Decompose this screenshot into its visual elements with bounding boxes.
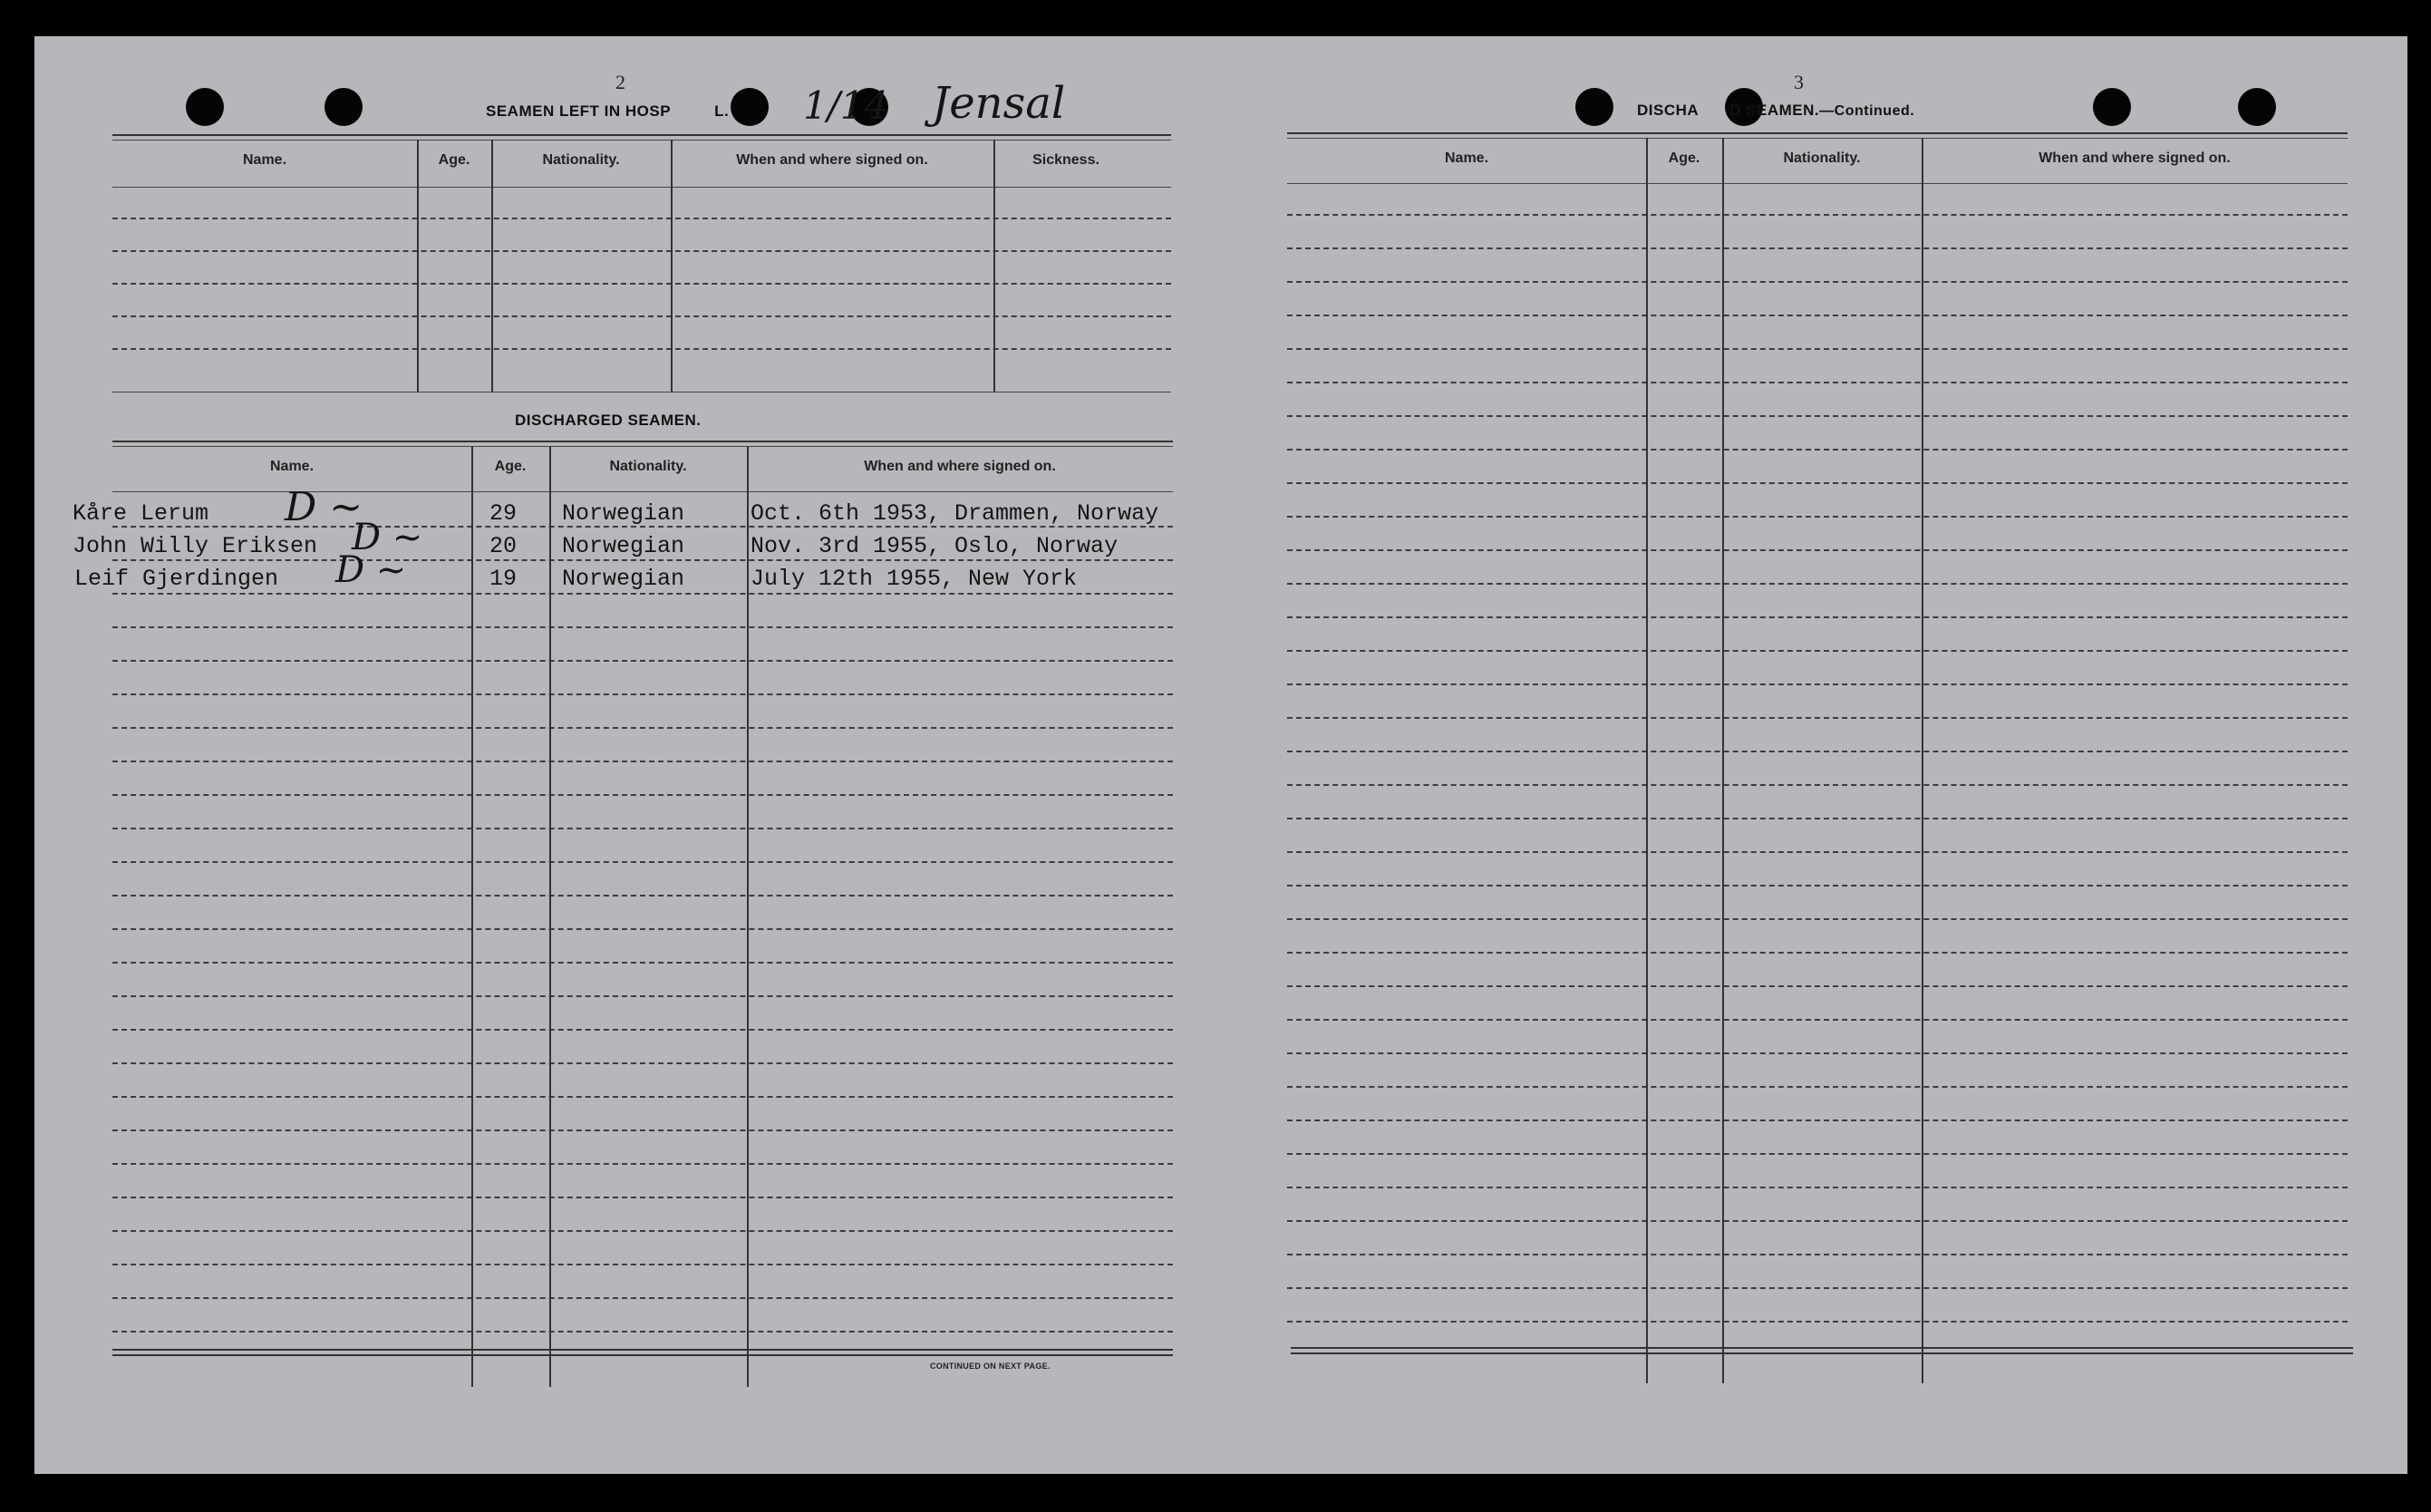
hospital-header-name: Name. [242,152,287,168]
seaman-name: Leif Gjerdingen [74,566,279,592]
ruled-line [1287,952,2348,954]
discharged-column-divider [549,446,551,1387]
discharged-header-age: Age. [494,459,527,474]
ruled-line [112,861,1173,863]
ruled-line [1287,1086,2348,1088]
page-number-left: 2 [615,71,625,93]
ruled-line [112,727,1173,729]
punch-hole [324,88,363,126]
discharged-table-bottom-rule [112,1354,1173,1356]
title-start: DISCHA [1637,102,1700,119]
ruled-line [1287,851,2348,853]
ruled-line [112,828,1173,829]
ruled-line [1287,549,2348,551]
right-table-top-rule [1287,132,2348,134]
seaman-name: John Willy Eriksen [73,533,318,559]
ruled-line [1287,415,2348,417]
ruled-line [1287,382,2348,383]
ruled-line [112,1230,1173,1232]
ruled-line [112,1129,1173,1131]
ruled-line [1287,583,2348,585]
right-column-divider [1922,138,1923,1383]
punch-hole [2238,88,2276,126]
punch-hole [1575,88,1613,126]
ruled-line [1287,1187,2348,1188]
ruled-line [1287,1153,2348,1155]
ruled-line [1287,717,2348,719]
ruled-line [112,1029,1173,1031]
hospital-table-top-rule [112,140,1171,141]
hospital-header-age: Age. [438,152,470,168]
hospital-header-sickness: Sickness. [1032,152,1099,168]
discharged-header-name: Name. [269,459,315,474]
ruled-line [1287,247,2348,249]
ruled-line [1287,683,2348,685]
right-table-bottom-rule [1291,1347,2353,1349]
ruled-line [1287,650,2348,652]
continued-footer: CONTINUED ON NEXT PAGE. [930,1362,1051,1371]
ruled-line [1287,281,2348,283]
ruled-line [112,761,1173,762]
ruled-line [1287,818,2348,819]
right-column-divider [1646,138,1648,1383]
ruled-line [112,1096,1173,1098]
ruled-line [112,928,1173,930]
right-column-divider [1722,138,1724,1383]
punch-hole [186,88,224,126]
right-table-top-rule [1287,138,2348,139]
discharged-column-divider [747,446,749,1387]
ruled-line [1287,751,2348,752]
ruled-line [112,1297,1173,1299]
discharged-table-bottom-rule [112,1349,1173,1351]
hospital-column-divider [417,140,419,392]
hospital-row-line [112,283,1171,285]
right-header-rule [1287,183,2348,184]
ruled-line [1287,985,2348,987]
title-end: D SEAMEN. [1729,102,1820,119]
ruled-line [1287,1254,2348,1255]
right-header-name: Name. [1444,150,1489,166]
ruled-line [112,1062,1173,1064]
ruled-line [112,626,1173,628]
seaman-signed-on: Oct. 6th 1953, Drammen, Norway [751,500,1159,527]
ruled-line [112,895,1173,897]
discharged-header-rule [112,491,1173,492]
ruled-line [1287,1321,2348,1323]
seaman-name: Kåre Lerum [73,500,209,527]
discharge-mark: D ~ [285,484,363,530]
hospital-row-line [112,315,1171,317]
ruled-line [112,1197,1173,1198]
ruled-line [1287,516,2348,518]
hospital-row-line [112,218,1171,219]
punch-hole [731,88,769,126]
right-header-nationality: Nationality. [1783,150,1861,166]
ruled-line [1287,482,2348,484]
hospital-column-divider [671,140,673,392]
hospital-column-divider [491,140,493,392]
seaman-age: 19 [489,566,518,592]
discharge-mark: D ~ [335,549,407,591]
hospital-row-line [112,348,1171,350]
ruled-line [112,693,1173,695]
title-continued: —Continued. [1819,103,1915,119]
discharged-header-nationality: Nationality. [609,459,687,474]
ruled-line [1287,885,2348,887]
right-table-bottom-rule [1291,1352,2353,1354]
discharged-table-top-rule [112,441,1173,442]
hospital-title-text: SEAMEN LEFT IN HOSP [486,102,672,120]
document-scan [34,36,2407,1474]
ruled-line [112,995,1173,997]
hospital-title-tail: L. [714,102,730,120]
handwritten-word: Jensal [932,78,1066,129]
seaman-signed-on: July 12th 1955, New York [751,566,1078,592]
hospital-header-rule [112,187,1171,188]
discharged-table-top-rule [112,446,1173,447]
seaman-signed-on: Nov. 3rd 1955, Oslo, Norway [751,533,1119,559]
ruled-line [1287,784,2348,786]
ruled-line [1287,1052,2348,1054]
ruled-line [112,962,1173,964]
discharged-continued-title [1637,102,1914,120]
ruled-line [112,593,1173,595]
hospital-table-top-rule [112,134,1171,136]
ruled-line [112,1163,1173,1165]
hospital-section-title [486,102,729,121]
ruled-line [1287,918,2348,920]
handwritten-number: 1/14 [803,83,889,128]
discharged-header-signed-on: When and where signed on. [864,459,1056,474]
ruled-line [1287,1119,2348,1121]
ruled-line [1287,449,2348,451]
discharged-column-divider [471,446,473,1387]
hospital-header-signed-on: When and where signed on. [736,152,928,168]
ruled-line [112,1331,1173,1333]
ruled-line [1287,214,2348,216]
ruled-line [112,794,1173,796]
seaman-nationality: Norwegian [562,566,685,592]
hospital-table-bottom-rule [112,392,1171,393]
punch-hole [2093,88,2131,126]
right-header-signed-on: When and where signed on. [2039,150,2231,166]
seaman-age: 20 [489,533,518,559]
ruled-line [1287,1287,2348,1289]
discharged-section-title: DISCHARGED SEAMEN. [515,412,702,429]
page-number-right: 3 [1794,71,1804,93]
ruled-line [1287,1019,2348,1021]
discharge-mark: D ~ [352,517,423,558]
right-header-age: Age. [1668,150,1700,166]
ruled-line [1287,348,2348,350]
ruled-line [112,559,1173,561]
ruled-line [112,660,1173,662]
ruled-line [1287,1220,2348,1222]
seaman-age: 29 [489,500,518,527]
ruled-line [1287,616,2348,618]
hospital-column-divider [993,140,995,392]
hospital-row-line [112,250,1171,252]
hospital-header-nationality: Nationality. [542,152,620,168]
seaman-nationality: Norwegian [562,500,685,527]
seaman-nationality: Norwegian [562,533,685,559]
ruled-line [1287,315,2348,316]
ruled-line [112,1264,1173,1265]
